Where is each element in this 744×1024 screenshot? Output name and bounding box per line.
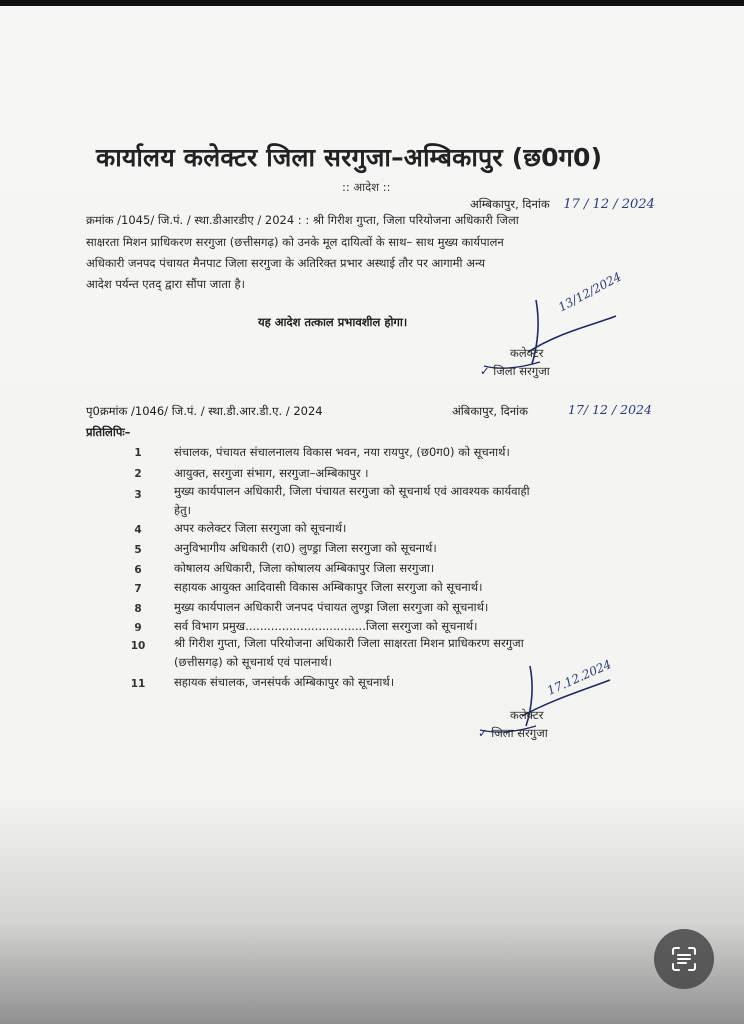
- list-item-continued: हेतु।: [174, 503, 192, 517]
- order-date: 17 / 12 / 2024: [563, 197, 655, 212]
- effective-notice: यह आदेश तत्काल प्रभावशील होगा।: [258, 315, 408, 329]
- order-line-2: साक्षरता मिशन प्राधिकरण सरगुजा (छत्तीसगढ़) को उनके मूल दायित्वों के साथ– साथ मुख्य कार्यपालन: [86, 235, 504, 249]
- copy-heading: प्रतिलिपिः–: [86, 425, 131, 439]
- order-line-1: क्रमांक /1045/ जि.पं. / स्था.डीआरडीए / 2024 : : श्री गिरीश गुप्ता, जिला परियोजना अधिकारी जिला: [86, 213, 519, 227]
- list-item: सर्व विभाग प्रमुख.................................जिला सरगुजा को सूचनार्थ।: [174, 619, 478, 633]
- list-item: अनुविभागीय अधिकारी (रा0) लुण्ड्रा जिला सरगुजा को सूचनार्थ।: [174, 541, 437, 555]
- list-item: आयुक्त, सरगुजा संभाग, सरगुजा–अम्बिकापुर ।: [174, 466, 369, 480]
- list-number: 10: [130, 640, 146, 652]
- list-item: सहायक आयुक्त आदिवासी विकास अम्बिकापुर जिला सरगुजा को सूचनार्थ।: [174, 580, 483, 594]
- list-item: श्री गिरीश गुप्ता, जिला परियोजना अधिकारी जिला साक्षरता मिशन प्राधिकरण सरगुजा: [174, 636, 524, 650]
- list-number: 6: [134, 564, 142, 576]
- list-number: 2: [134, 468, 142, 480]
- order-heading: :: आदेश ::: [342, 180, 391, 194]
- order-place: अम्बिकापुर, दिनांक: [470, 197, 550, 211]
- list-number: 4: [134, 524, 142, 536]
- text-scan-button[interactable]: [654, 929, 714, 989]
- office-title: कार्यालय कलेक्टर जिला सरगुजा–अम्बिकापुर (छ0ग0): [96, 143, 603, 172]
- list-number: 3: [134, 489, 142, 501]
- list-item: सहायक संचालक, जनसंपर्क अम्बिकापुर को सूचनार्थ।: [174, 675, 395, 689]
- signature-1-district: ✓ जिला सरगुजा: [480, 364, 550, 378]
- list-item: कोषालय अधिकारी, जिला कोषालय अम्बिकापुर जिला सरगुजा।: [174, 561, 435, 575]
- list-number: 11: [130, 678, 146, 690]
- list-item: अपर कलेक्टर जिला सरगुजा को सूचनार्थ।: [174, 521, 347, 535]
- list-number: 1: [134, 447, 142, 459]
- list-item: संचालक, पंचायत संचालनालय विकास भवन, नया रायपुर, (छ0ग0) को सूचनार्थ।: [174, 445, 510, 459]
- copy-place: अंबिकापुर, दिनांक: [452, 404, 528, 418]
- order-line-4: आदेश पर्यन्त एतद् द्वारा सौंपा जाता है।: [86, 277, 245, 291]
- list-number: 8: [134, 603, 142, 615]
- list-number: 9: [134, 622, 142, 634]
- signature-2-district: ✓ जिला सरगुजा: [478, 726, 548, 740]
- signature-1-title: कलेक्टर: [510, 346, 544, 360]
- signature-2-title: कलेक्टर: [510, 708, 544, 722]
- order-place-date: [470, 197, 655, 212]
- signature-1-date: 13/12/2024: [556, 269, 624, 315]
- list-number: 5: [134, 544, 142, 556]
- list-item: मुख्य कार्यपालन अधिकारी जनपद पंचायत लुण्ड्रा जिला सरगुजा को सूचनार्थ।: [174, 600, 489, 614]
- signature-2-date: 17.12.2024: [545, 657, 614, 698]
- list-number: 7: [134, 583, 142, 595]
- list-item: मुख्य कार्यपालन अधिकारी, जिला पंचायत सरगुजा को सूचनार्थ एवं आवश्यक कार्यवाही: [174, 484, 530, 498]
- copy-number: पृ0क्रमांक /1046/ जि.पं. / स्था.डी.आर.डी.ए. / 2024: [86, 404, 323, 418]
- order-line-3: अधिकारी जनपद पंचायत मैनपाट जिला सरगुजा के अतिरिक्त प्रभार अस्थाई तौर पर आगामी अन्य: [86, 256, 486, 270]
- copy-date: 17/ 12 / 2024: [568, 402, 652, 417]
- list-item-continued: (छत्तीसगढ़) को सूचनार्थ एवं पालनार्थ।: [174, 655, 333, 669]
- text-scan-icon: [670, 945, 698, 973]
